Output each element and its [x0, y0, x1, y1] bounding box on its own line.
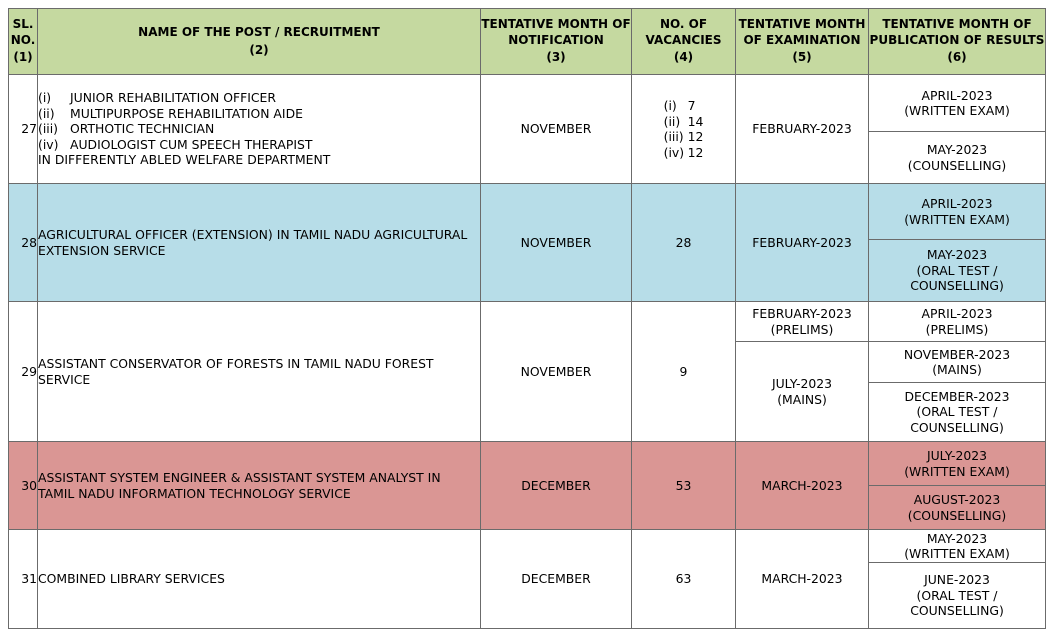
header-name-number: (2) — [249, 42, 269, 57]
post-sub-index: (ii) — [38, 105, 55, 121]
table-row — [9, 75, 1046, 132]
vacancy-sub-value: 7 — [687, 98, 696, 113]
exam-cell — [736, 302, 869, 342]
header-name-label: NAME OF THE POST / RECRUITMENT — [138, 25, 380, 39]
vacancies-cell: 9 — [632, 302, 736, 442]
vacancy-sub-item — [664, 98, 704, 114]
exam-cell: FEBRUARY-2023 — [736, 184, 869, 302]
sl-no-cell: 30 — [9, 442, 38, 530]
header-examination-label: TENTATIVE MONTH OF EXAMINATION — [738, 17, 866, 47]
vacancies-cell: 28 — [632, 184, 736, 302]
vacancy-sub-index: (iv) — [663, 144, 685, 160]
result-month: APRIL-2023 — [921, 87, 993, 103]
table-row — [9, 442, 1046, 486]
notification-cell: NOVEMBER — [481, 184, 632, 302]
notification-cell: NOVEMBER — [481, 302, 632, 442]
result-month: JULY-2023 — [926, 448, 988, 463]
result-stage: (WRITTEN EXAM) — [904, 211, 1010, 227]
result-cell — [869, 75, 1046, 132]
header-row — [9, 9, 1046, 75]
result-month: MAY-2023 — [926, 247, 988, 263]
header-notification-month — [481, 9, 632, 75]
result-stage: (PRELIMS) — [925, 321, 989, 337]
result-cell — [869, 530, 1046, 563]
vacancy-sub-item — [664, 129, 704, 145]
post-name-cell: ASSISTANT CONSERVATOR OF FORESTS IN TAMIL NADU FOREST SERVICE — [38, 302, 481, 442]
header-examination-number: (5) — [792, 50, 812, 65]
post-sub-item — [38, 90, 480, 106]
notification-cell: NOVEMBER — [481, 75, 632, 184]
vacancy-sub-index: (ii) — [663, 113, 681, 129]
post-name-cell: COMBINED LIBRARY SERVICES — [38, 530, 481, 629]
exam-month: JULY-2023 — [771, 376, 833, 391]
result-stage: (ORAL TEST / COUNSELLING) — [910, 404, 1004, 435]
table-row — [9, 530, 1046, 563]
header-vacancies — [632, 9, 736, 75]
header-name-of-post — [38, 9, 481, 75]
header-results-month — [869, 9, 1046, 75]
post-sub-item — [38, 137, 480, 153]
exam-cell: MARCH-2023 — [736, 442, 869, 530]
exam-cell: FEBRUARY-2023 — [736, 75, 869, 184]
post-name-cell: ASSISTANT SYSTEM ENGINEER & ASSISTANT SYSTEM ANALYST IN TAMIL NADU INFORMATION TECHNOLOGY SERVICE — [38, 442, 481, 530]
result-cell — [869, 184, 1046, 240]
post-name-cell: AGRICULTURAL OFFICER (EXTENSION) IN TAMIL NADU AGRICULTURAL EXTENSION SERVICE — [38, 184, 481, 302]
vacancy-sub-index: (iii) — [663, 129, 684, 144]
result-stage: (WRITTEN EXAM) — [904, 463, 1010, 479]
header-results-label: TENTATIVE MONTH OF PUBLICATION OF RESULTS — [869, 17, 1045, 47]
post-sub-index: (i) — [38, 90, 52, 106]
result-stage: (ORAL TEST / COUNSELLING) — [910, 587, 1004, 619]
result-cell — [869, 563, 1046, 629]
result-stage: (WRITTEN EXAM) — [904, 546, 1010, 561]
table-row — [9, 184, 1046, 240]
vacancies-cell — [632, 75, 736, 184]
result-month: MAY-2023 — [926, 530, 988, 546]
result-month: NOVEMBER-2023 — [903, 346, 1011, 362]
result-cell — [869, 383, 1046, 442]
result-cell — [869, 342, 1046, 383]
post-sub-item — [38, 106, 480, 122]
result-month: APRIL-2023 — [921, 196, 993, 211]
exam-cell — [736, 342, 869, 442]
sl-no-cell: 28 — [9, 184, 38, 302]
vacancy-sub-value: 12 — [687, 129, 704, 144]
result-month: AUGUST-2023 — [913, 492, 1001, 507]
vacancies-sub-list — [664, 98, 704, 160]
result-cell — [869, 302, 1046, 342]
vacancy-sub-index: (i) — [663, 98, 677, 113]
header-sl-no-label: SL. NO. — [10, 17, 36, 47]
result-month: MAY-2023 — [926, 142, 988, 157]
result-month: DECEMBER-2023 — [904, 388, 1010, 404]
result-cell — [869, 442, 1046, 486]
vacancy-sub-value: 12 — [687, 144, 704, 160]
result-stage: (WRITTEN EXAM) — [904, 103, 1010, 118]
header-sl-no-number: (1) — [13, 50, 33, 65]
result-month: APRIL-2023 — [921, 306, 993, 321]
result-stage: (MAINS) — [932, 362, 982, 377]
result-stage: (COUNSELLING) — [907, 157, 1007, 173]
post-sub-text: AUDIOLOGIST CUM SPEECH THERAPIST — [70, 136, 313, 152]
header-vacancies-label: NO. OF VACANCIES — [645, 17, 722, 47]
exam-cell: MARCH-2023 — [736, 530, 869, 629]
sl-no-cell: 31 — [9, 530, 38, 629]
result-month: JUNE-2023 — [924, 572, 990, 588]
sl-no-cell: 29 — [9, 302, 38, 442]
vacancies-cell: 53 — [632, 442, 736, 530]
header-notification-label: TENTATIVE MONTH OF NOTIFICATION — [481, 17, 631, 47]
result-stage: (ORAL TEST / COUNSELLING) — [910, 262, 1004, 294]
exam-stage: (MAINS) — [777, 391, 827, 407]
exam-month: FEBRUARY-2023 — [752, 306, 852, 321]
header-examination-month — [736, 9, 869, 75]
header-results-number: (6) — [947, 50, 967, 65]
post-sub-text: ORTHOTIC TECHNICIAN — [70, 121, 215, 137]
table-row — [9, 302, 1046, 342]
vacancies-cell: 63 — [632, 530, 736, 629]
result-stage: (COUNSELLING) — [907, 507, 1007, 523]
header-notification-number: (3) — [546, 50, 566, 65]
post-sub-text: JUNIOR REHABILITATION OFFICER — [70, 90, 276, 106]
post-name-cell — [38, 75, 481, 184]
post-name-tail: IN DIFFERENTLY ABLED WELFARE DEPARTMENT — [38, 152, 331, 168]
result-cell — [869, 132, 1046, 184]
notification-cell: DECEMBER — [481, 530, 632, 629]
result-cell — [869, 486, 1046, 530]
notification-cell: DECEMBER — [481, 442, 632, 530]
result-cell — [869, 240, 1046, 302]
post-sub-index: (iii) — [38, 121, 58, 137]
post-sub-index: (iv) — [38, 136, 59, 152]
header-vacancies-number: (4) — [673, 50, 694, 65]
post-sub-list — [38, 90, 480, 168]
vacancy-sub-item — [664, 145, 704, 161]
post-sub-item — [38, 121, 480, 137]
recruitment-schedule-table — [8, 8, 1046, 629]
vacancy-sub-item — [664, 114, 704, 130]
sl-no-cell: 27 — [9, 75, 38, 184]
exam-stage: (PRELIMS) — [770, 321, 834, 337]
post-sub-text: MULTIPURPOSE REHABILITATION AIDE — [70, 105, 303, 121]
vacancy-sub-value: 14 — [687, 113, 704, 129]
header-sl-no — [9, 9, 38, 75]
